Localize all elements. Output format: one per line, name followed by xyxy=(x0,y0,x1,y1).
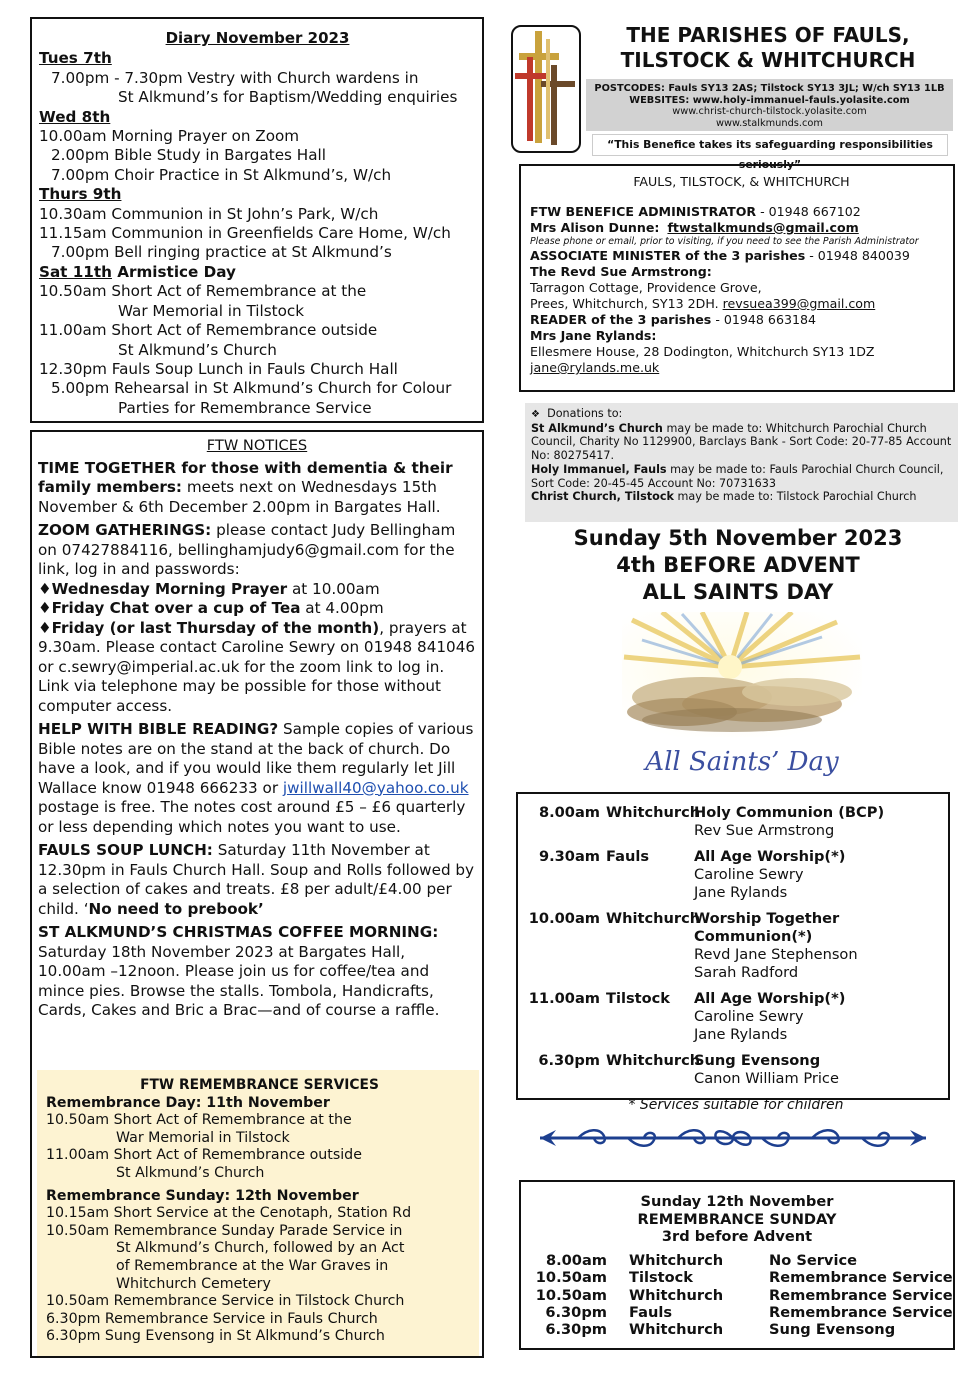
service-time: 9.30am xyxy=(538,848,600,865)
rs-service: Remembrance Service xyxy=(769,1286,953,1304)
notice-body: meets next on Wednesdays 15th November & 6th December 2.00pm in Bargates Hall. xyxy=(38,478,441,516)
service-item xyxy=(524,1052,948,1088)
parish-logo xyxy=(511,25,581,153)
donations-panel xyxy=(525,403,958,522)
rs-row xyxy=(529,1321,953,1338)
services-list xyxy=(524,804,948,1088)
sunday-subtitle: 4th BEFORE ADVENT xyxy=(616,552,860,577)
rs-date: Sunday 12th November xyxy=(640,1193,834,1210)
zoom-item-time: at 10.00am xyxy=(287,579,380,598)
day-label: Sat 11th xyxy=(39,262,112,281)
service-leader: Rev Sue Armstrong xyxy=(694,822,835,839)
email-link[interactable]: jane@rylands.me.uk xyxy=(530,360,660,375)
church-name: St Alkmund’s Church xyxy=(531,421,663,435)
email-link[interactable]: jwillwall40@yahoo.co.uk xyxy=(282,778,469,797)
rs-service: Sung Evensong xyxy=(769,1321,896,1339)
church-name: Christ Church, Tilstock xyxy=(531,490,674,504)
remembrance-line: 10.50am Remembrance Service in Tilstock Church xyxy=(46,1293,405,1310)
postcode-panel xyxy=(586,79,953,131)
phone-number: - 01948 667102 xyxy=(756,204,861,219)
rs-service: No Service xyxy=(769,1251,857,1269)
sunday-feast: ALL SAINTS DAY xyxy=(642,579,834,604)
service-time: 10.00am xyxy=(528,910,600,927)
notices-title: FTW NOTICES xyxy=(206,437,308,454)
notice-body: please contact Judy Bellingham on 07427884116, bellinghamjudy6@gmail.com for the link, log in and passwords: xyxy=(38,521,456,578)
remembrance-day-heading: Remembrance Day: 11th November xyxy=(46,1094,330,1111)
service-time: 8.00am xyxy=(538,804,600,821)
diary-entry: 7.00pm Choir Practice in St Alkmund’s, W/ch xyxy=(51,165,392,184)
contact-name: Mrs Jane Rylands: xyxy=(530,328,657,343)
day-label: Wed 8th xyxy=(39,107,111,126)
notice-bible xyxy=(38,720,476,837)
zoom-item xyxy=(38,580,476,600)
church-name: Holy Immanuel, Fauls xyxy=(531,462,667,476)
diary-entry: 10.30am Communion in St John’s Park, W/ch xyxy=(39,204,379,223)
diary-entry: 12.30pm Fauls Soup Lunch in Fauls Church Hall xyxy=(39,359,398,378)
service-leader: Jane Rylands xyxy=(694,884,788,901)
diary-entry: 11.15am Communion in Greenfields Care Home, W/ch xyxy=(39,224,451,243)
service-place: Whitchurch xyxy=(606,804,701,821)
diary-day xyxy=(39,185,476,204)
diary-entry: 10.00am Morning Prayer on Zoom xyxy=(39,127,300,146)
contacts-box xyxy=(519,164,955,392)
service-time: 6.30pm xyxy=(538,1052,600,1069)
website-link[interactable]: WEBSITES: www.holy-immanuel-fauls.yolasite.com xyxy=(629,94,910,106)
sunday-date: Sunday 5th November 2023 xyxy=(573,526,903,550)
notice-body: postage is free. The notes cost around £5 – £6 quarterly or less depending which notes you want to use. xyxy=(38,798,466,836)
notice-lead: ST ALKMUND’S CHRISTMAS COFFEE MORNING: xyxy=(38,923,439,941)
notice-lead: ZOOM GATHERINGS: xyxy=(38,521,212,539)
contact-name: Mrs Alison Dunne: xyxy=(530,220,660,235)
notice-zoom xyxy=(38,521,476,580)
notice-body: Saturday 11th November at 12.30pm in Fauls Church Hall. Soup and Rolls followed by a selection of cakes and treats. £8 per adult/£4.00 per child. ‘ xyxy=(38,841,475,918)
zoom-item xyxy=(38,599,476,619)
remembrance-line: St Alkmund’s Church, followed by an Act xyxy=(116,1240,405,1257)
safeguarding-statement: “This Benefice takes its safeguarding responsibilities seriously” xyxy=(592,134,948,156)
notice-body: Sample copies of various Bible notes are on the stand at the back of church. Do have a look, and if you would like them regularly let Jill Wallace know 01948 666233 or xyxy=(38,720,474,797)
diary-entry: 7.00pm - 7.30pm Vestry with Church wardens in xyxy=(51,68,419,87)
notices-box xyxy=(30,430,484,1358)
role-label: ASSOCIATE MINISTER of the 3 parishes xyxy=(530,248,806,263)
notice-time-together xyxy=(38,459,476,518)
service-place: Whitchurch xyxy=(606,910,701,927)
diary-entry: St Alkmund’s for Baptism/Wedding enquiries xyxy=(118,88,458,107)
website-link[interactable]: www.christ-church-tilstock.yolasite.com xyxy=(672,106,867,117)
service-leader: Canon William Price xyxy=(694,1070,839,1087)
remembrance-line: St Alkmund’s Church xyxy=(116,1164,265,1181)
admin-name-line xyxy=(530,220,953,236)
rs-time: 6.30pm xyxy=(545,1321,607,1339)
zoom-item-time: at 4.00pm xyxy=(300,599,384,617)
rs-place: Fauls xyxy=(629,1304,673,1321)
diary-title: Diary November 2023 xyxy=(165,29,350,47)
title-line: THE PARISHES OF FAULS, xyxy=(626,23,910,47)
remembrance-line: 10.15am Short Service at the Cenotaph, Station Rd xyxy=(46,1205,412,1222)
remembrance-line: 10.50am Remembrance Sunday Parade Service in xyxy=(46,1222,403,1239)
diary-day xyxy=(39,108,476,127)
diary-entry: Parties for Remembrance Service xyxy=(118,398,372,417)
rs-place: Tilstock xyxy=(629,1269,694,1287)
donation-details: may be made to: Tilstock Parochial Church xyxy=(673,490,917,504)
zoom-item xyxy=(38,619,476,717)
remembrance-line: War Memorial in Tilstock xyxy=(116,1129,290,1146)
rs-title: REMEMBRANCE SUNDAY xyxy=(637,1210,837,1228)
diary-entry: 10.50am Short Act of Remembrance at the xyxy=(39,282,367,301)
address-line xyxy=(530,296,953,312)
rs-schedule-table xyxy=(529,1252,953,1339)
day-label: Thurs 9th xyxy=(39,185,122,204)
image-caption: All Saints’ Day xyxy=(645,747,839,777)
postcodes-line: POSTCODES: Fauls SY13 2AS; Tilstock SY13 3JL; W/ch SY13 1LB xyxy=(594,83,945,94)
rs-row xyxy=(529,1269,953,1286)
diary-entry: War Memorial in Tilstock xyxy=(118,301,305,320)
bullet-icon: ♦ xyxy=(38,599,52,617)
donation-item xyxy=(531,463,954,490)
notice-soup xyxy=(38,841,476,919)
admin-note: Please phone or email, prior to visiting, if you need to see the Parish Administrator xyxy=(530,236,919,247)
service-place: Tilstock xyxy=(606,990,671,1007)
admin-role-line xyxy=(530,204,953,220)
service-title: Sung Evensong xyxy=(694,1052,821,1069)
sunburst-clouds-icon xyxy=(622,612,862,780)
parish-title xyxy=(588,23,948,73)
email-link[interactable]: ftwstalkmunds@gmail.com xyxy=(667,220,859,235)
website-link[interactable]: www.stalkmunds.com xyxy=(716,117,823,129)
service-leader: Revd Jane Stephenson xyxy=(694,946,858,963)
diary-entry: 11.00am Short Act of Remembrance outside xyxy=(39,321,378,340)
assoc-role-line xyxy=(530,248,953,264)
email-link[interactable]: revsuea399@gmail.com xyxy=(722,296,876,311)
zoom-item-title: Friday (or last Thursday of the month) xyxy=(51,618,380,637)
reader-role-line xyxy=(530,312,953,328)
diary-entry: 5.00pm Rehearsal in St Alkmund’s Church for Colour xyxy=(51,379,452,398)
donation-details: may be made to: Whitchurch Parochial Church Council, Charity No 1129900, Barclays Bank - Sort Code: 20-77-85 Account No: 80275417. xyxy=(531,421,952,463)
rs-row xyxy=(529,1252,953,1269)
diary-day xyxy=(39,49,476,68)
remembrance-line: 6.30pm Remembrance Service in Fauls Church xyxy=(46,1310,378,1327)
services-note: * Services suitable for children xyxy=(628,1097,844,1113)
diamond-bullet-icon: ❖ xyxy=(531,409,540,420)
zoom-item-title: Friday Chat over a cup of Tea xyxy=(51,599,301,617)
service-title: All Age Worship(*) xyxy=(694,990,846,1007)
service-item xyxy=(524,804,948,840)
notice-coffee xyxy=(38,923,476,1021)
rs-service: Remembrance Service xyxy=(769,1269,953,1287)
diary-entry: 7.00pm Bell ringing practice at St Alkmund’s xyxy=(51,243,392,262)
service-title: Worship Together Communion(*) xyxy=(694,910,840,945)
donation-item xyxy=(531,490,954,504)
diary-box xyxy=(30,17,484,423)
rs-time: 10.50am xyxy=(535,1269,607,1287)
contact-name: The Revd Sue Armstrong: xyxy=(530,264,712,279)
notice-lead: FAULS SOUP LUNCH: xyxy=(38,841,213,859)
notice-emphasis: No need to prebook’ xyxy=(88,899,264,918)
diary-lines xyxy=(39,49,476,418)
diary-entry: 2.00pm Bible Study in Bargates Hall xyxy=(51,146,326,165)
crosses-icon xyxy=(513,27,579,151)
notice-lead: TIME TOGETHER for those with dementia & their family members: xyxy=(38,458,453,496)
service-title: All Age Worship(*) xyxy=(694,848,846,865)
remembrance-day-list xyxy=(46,1112,473,1182)
phone-number: - 01948 663184 xyxy=(711,312,817,327)
remembrance-sunday-heading: Remembrance Sunday: 12th November xyxy=(46,1187,359,1204)
donations-title: Donations to: xyxy=(547,407,623,420)
rs-row xyxy=(529,1304,953,1321)
address-text: Prees, Whitchurch, SY13 2DH. xyxy=(530,296,723,311)
rs-place: Whitchurch xyxy=(629,1286,724,1304)
sunday-heading xyxy=(520,525,956,605)
service-time: 11.00am xyxy=(528,990,600,1007)
service-item xyxy=(524,848,948,902)
role-label: FTW BENEFICE ADMINISTRATOR xyxy=(530,204,757,219)
remembrance-line: 11.00am Short Act of Remembrance outside xyxy=(46,1147,362,1164)
service-item xyxy=(524,910,948,982)
rs-place: Whitchurch xyxy=(629,1321,724,1339)
remembrance-line: of Remembrance at the War Graves in xyxy=(116,1257,389,1274)
remembrance-title: FTW REMEMBRANCE SERVICES xyxy=(140,1077,379,1093)
all-saints-image xyxy=(622,612,862,780)
contacts-title: FAULS, TILSTOCK, & WHITCHURCH xyxy=(633,174,850,189)
service-item xyxy=(524,990,948,1044)
zoom-item-time: , prayers at 9.30am. Please contact Caroline Sewry on 01948 841046 or c.sewry@imperial.ac.uk for the zoom link to log in. Link via telephone may be possible for those without computer access. xyxy=(38,618,476,715)
service-leader: Jane Rylands xyxy=(694,1026,788,1043)
remembrance-panel xyxy=(37,1070,479,1356)
remembrance-line: 10.50am Short Act of Remembrance at the xyxy=(46,1112,352,1129)
service-place: Fauls xyxy=(606,848,650,865)
diary-day xyxy=(39,263,476,282)
rs-time: 8.00am xyxy=(545,1251,607,1269)
remembrance-sunday-list xyxy=(46,1205,473,1346)
phone-number: - 01948 840039 xyxy=(805,248,910,263)
service-leader: Caroline Sewry xyxy=(694,866,804,883)
bullet-icon: ♦ xyxy=(38,618,52,637)
remembrance-line: 6.30pm Sung Evensong in St Alkmund’s Church xyxy=(46,1328,385,1345)
day-event: Armistice Day xyxy=(111,262,236,281)
donations-title-line xyxy=(531,407,954,422)
rs-subtitle: 3rd before Advent xyxy=(661,1228,813,1246)
day-label: Tues 7th xyxy=(39,49,112,68)
address-line: Ellesmere House, 28 Dodington, Whitchurch SY13 1DZ xyxy=(530,344,875,359)
notice-lead: HELP WITH BIBLE READING? xyxy=(38,720,279,738)
service-title: Holy Communion (BCP) xyxy=(694,804,885,821)
rs-time: 6.30pm xyxy=(545,1304,607,1321)
title-line: TILSTOCK & WHITCHURCH xyxy=(620,48,916,72)
donation-details: may be made to: Fauls Parochial Church Council, Sort Code: 20-45-45 Account No: 70731633 xyxy=(531,462,944,490)
rs-time: 10.50am xyxy=(535,1286,607,1304)
notice-body: Saturday 18th November 2023 at Bargates Hall, 10.00am –12noon. Please join us for coffee/tea and mince pies. Browse the stalls. Tombola, Handicrafts, Cards, Cakes and Bric a Brac—and of course a raffle. xyxy=(38,942,440,1019)
address-line: Tarragon Cottage, Providence Grove, xyxy=(530,280,762,295)
remembrance-line: Whitchurch Cemetery xyxy=(116,1275,271,1292)
service-place: Whitchurch xyxy=(606,1052,701,1069)
service-leader: Sarah Radford xyxy=(694,964,799,981)
service-leader: Caroline Sewry xyxy=(694,1008,804,1025)
rs-service: Remembrance Service xyxy=(769,1304,953,1321)
remembrance-sunday-box xyxy=(519,1180,955,1350)
role-label: READER of the 3 parishes xyxy=(530,312,712,327)
diary-entry: St Alkmund’s Church xyxy=(118,340,277,359)
rs-row xyxy=(529,1287,953,1304)
rs-place: Whitchurch xyxy=(629,1251,724,1269)
ornamental-divider-icon xyxy=(538,1126,928,1150)
bullet-icon: ♦ xyxy=(38,579,52,598)
zoom-item-title: Wednesday Morning Prayer xyxy=(51,579,288,598)
donation-item xyxy=(531,422,954,463)
services-box xyxy=(516,792,950,1113)
